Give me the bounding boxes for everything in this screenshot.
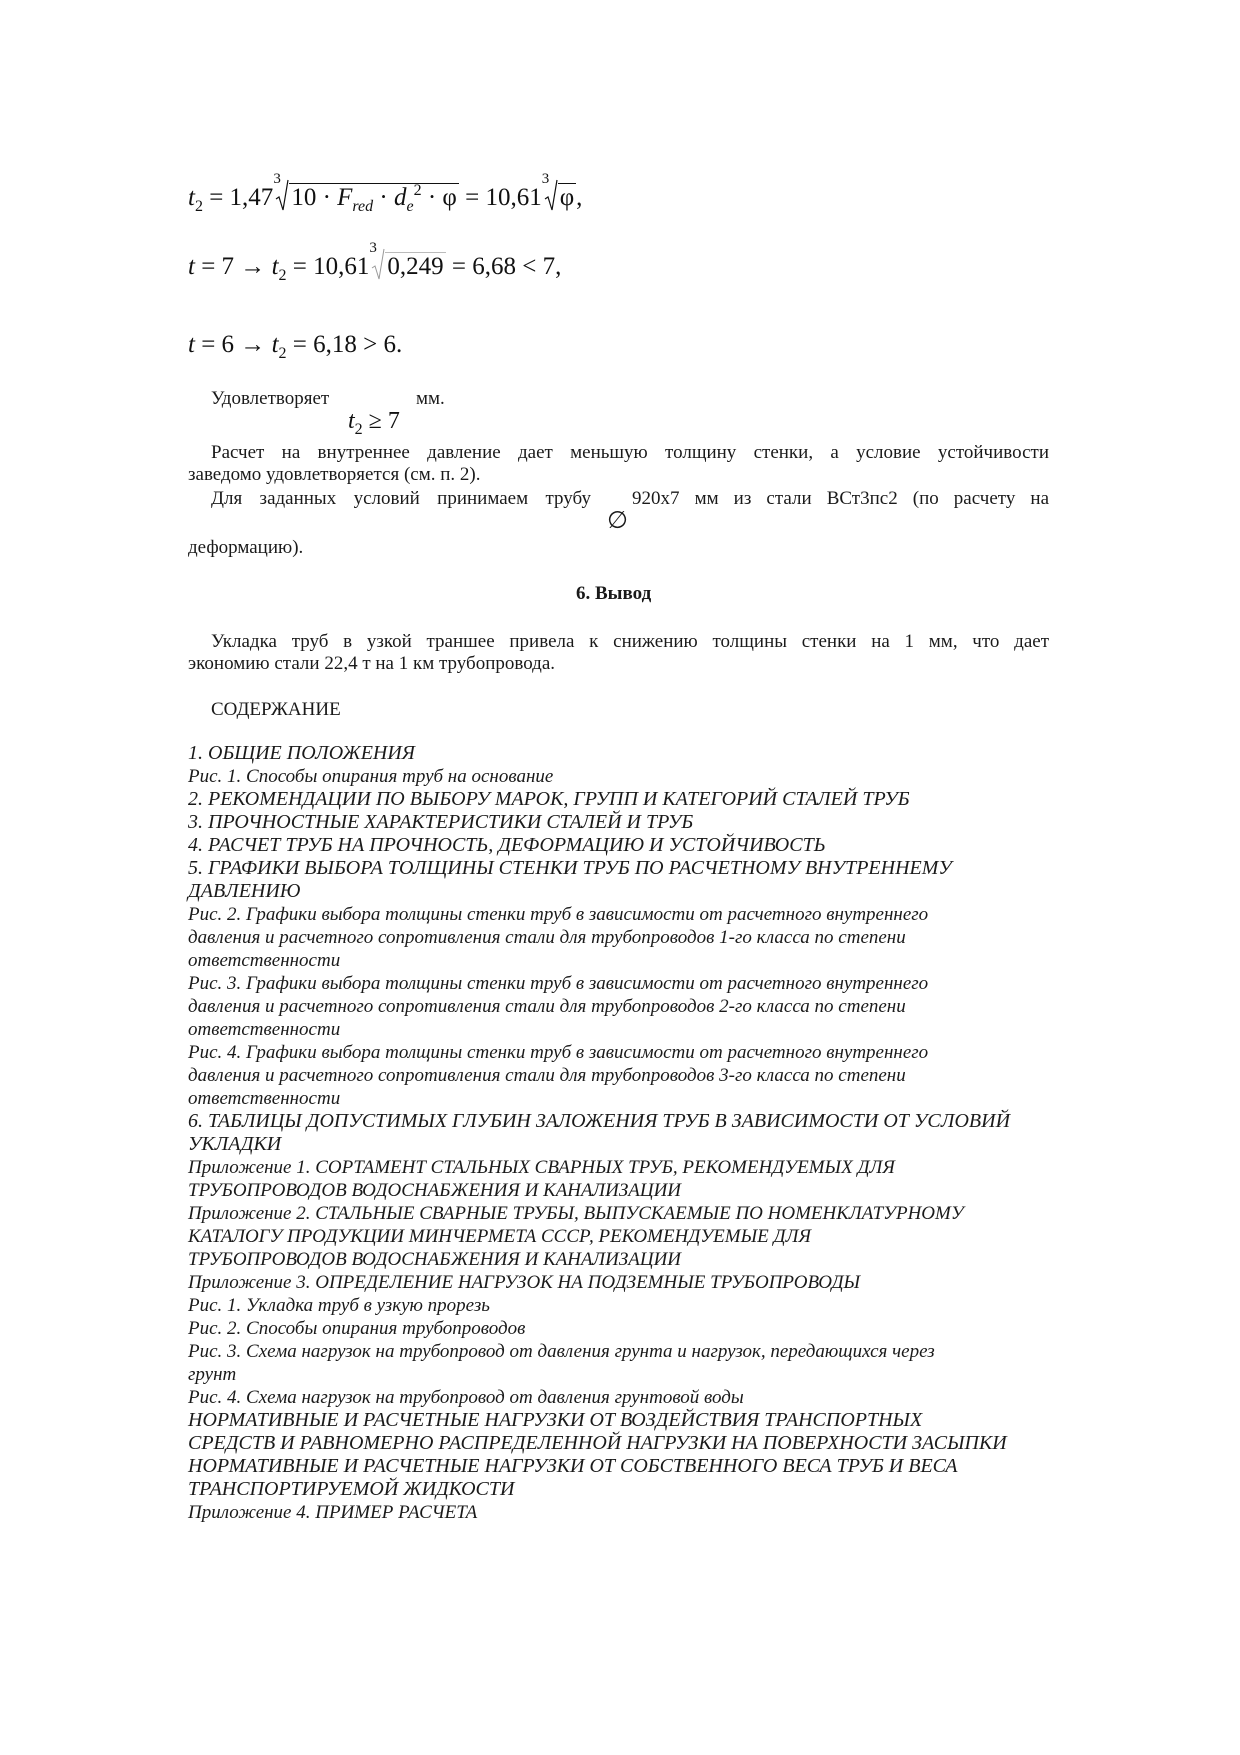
paragraph-internal-pressure-line2: заведомо удовлетворяется (см. п. 2). [188, 464, 481, 485]
diameter-symbol: ∅ [607, 506, 628, 534]
toc-entry: 6. ТАБЛИЦЫ ДОПУСТИМЫХ ГЛУБИН ЗАЛОЖЕНИЯ ТРУБ В ЗАВИСИМОСТИ ОТ УСЛОВИЙ УКЛАДКИ [188, 1110, 1011, 1155]
paragraph-internal-pressure: Расчет на внутреннее давление дает меньшую толщину стенки, а условие устойчивости [211, 442, 1049, 463]
satisfies-label: Удовлетворяет [211, 388, 330, 409]
toc-entry: НОРМАТИВНЫЕ И РАСЧЕТНЫЕ НАГРУЗКИ ОТ СОБСТВЕННОГО ВЕСА ТРУБ И ВЕСА ТРАНСПОРТИРУЕМОЙ ЖИДКОСТИ [188, 1455, 958, 1500]
toc-entry: Рис. 4. Схема нагрузок на трубопровод от давления грунтовой воды [188, 1387, 744, 1408]
toc-entry: Рис. 3. Схема нагрузок на трубопровод от давления грунта и нагрузок, передающихся через грунт [188, 1341, 935, 1385]
toc-entry: Рис. 4. Графики выбора толщины стенки труб в зависимости от расчетного внутреннего давления и расчетного сопротивления стали для трубопроводов 3-го класса по степени ответственности [188, 1042, 929, 1109]
satisfies-condition: $t_2 \ge 7$ [348, 408, 400, 438]
toc-entry: Рис. 2. Графики выбора толщины стенки труб в зависимости от расчетного внутреннего давления и расчетного сопротивления стали для трубопроводов 1-го класса по степени ответственности [188, 904, 929, 971]
paragraph-accept-pipe-b: 920x7 мм из стали ВСт3пс2 (по расчету на [632, 488, 1049, 509]
toc-entry: 1. ОБЩИЕ ПОЛОЖЕНИЯ [188, 742, 415, 764]
paragraph-conclusion: Укладка труб в узкой траншее привела к снижению толщины стенки на 1 мм, что дает [211, 631, 1049, 652]
section-heading-conclusion: 6. Вывод [576, 583, 652, 604]
toc-entry: Рис. 2. Способы опирания трубопроводов [188, 1318, 526, 1339]
toc-entry: НОРМАТИВНЫЕ И РАСЧЕТНЫЕ НАГРУЗКИ ОТ ВОЗДЕЙСТВИЯ ТРАНСПОРТНЫХ СРЕДСТВ И РАВНОМЕРНО РАСПРЕДЕЛЕННОЙ НАГРУЗКИ НА ПОВЕРХНОСТИ ЗАСЫПКИ [188, 1409, 1007, 1454]
toc-entry: Приложение 4. ПРИМЕР РАСЧЕТА [188, 1502, 478, 1523]
contents-heading: СОДЕРЖАНИЕ [211, 699, 341, 720]
toc-entry: Рис. 1. Способы опирания труб на основание [188, 766, 554, 787]
toc-entry: Приложение 1. СОРТАМЕНТ СТАЛЬНЫХ СВАРНЫХ ТРУБ, РЕКОМЕНДУЕМЫХ ДЛЯ ТРУБОПРОВОДОВ ВОДОСНАБЖЕНИЯ И КАНАЛИЗАЦИИ [188, 1157, 895, 1201]
formula-t-equals-7: $t = 7 \to t_2 = 10,61$ 3 0,249 = 6,68 < 7, [188, 240, 562, 284]
toc-entry: Приложение 3. ОПРЕДЕЛЕНИЕ НАГРУЗОК НА ПОДЗЕМНЫЕ ТРУБОПРОВОДЫ [188, 1272, 861, 1293]
toc-entry: 2. РЕКОМЕНДАЦИИ ПО ВЫБОРУ МАРОК, ГРУПП И КАТЕГОРИЙ СТАЛЕЙ ТРУБ [188, 788, 910, 810]
toc-entry: Рис. 1. Укладка труб в узкую прорезь [188, 1295, 490, 1316]
paragraph-accept-pipe-a: Для заданных условий принимаем трубу [211, 488, 591, 509]
paragraph-conclusion-line2: экономию стали 22,4 т на 1 км трубопровода. [188, 653, 556, 674]
paragraph-accept-pipe-line2: деформацию). [188, 537, 304, 558]
formula-t-equals-6: $t = 6 \to t_2 = 6,18 > 6$. [188, 331, 403, 362]
toc-entry: 5. ГРАФИКИ ВЫБОРА ТОЛЩИНЫ СТЕНКИ ТРУБ ПО РАСЧЕТНОМУ ВНУТРЕННЕМУ ДАВЛЕНИЮ [188, 857, 952, 902]
toc-entry: 3. ПРОЧНОСТНЫЕ ХАРАКТЕРИСТИКИ СТАЛЕЙ И ТРУБ [188, 811, 694, 833]
formula-t2-general: $t_2 = 1,47$ 3 $10 \cdot F_{red} \cdot d_e^2 \cdot \varphi = 10,61$ 3 φ, [188, 171, 583, 215]
toc-entry: Рис. 3. Графики выбора толщины стенки труб в зависимости от расчетного внутреннего давления и расчетного сопротивления стали для трубопроводов 2-го класса по степени ответственности [188, 973, 929, 1040]
toc-entry: 4. РАСЧЕТ ТРУБ НА ПРОЧНОСТЬ, ДЕФОРМАЦИЮ И УСТОЙЧИВОСТЬ [188, 834, 826, 856]
satisfies-unit: мм. [416, 388, 445, 409]
toc-entry: Приложение 2. СТАЛЬНЫЕ СВАРНЫЕ ТРУБЫ, ВЫПУСКАЕМЫЕ ПО НОМЕНКЛАТУРНОМУ КАТАЛОГУ ПРОДУКЦИИ МИНЧЕРМЕТА СССР, РЕКОМЕНДУЕМЫЕ ДЛЯ ТРУБОПРОВОДОВ ВОДОСНАБЖЕНИЯ И КАНАЛИЗАЦИИ [188, 1203, 964, 1270]
table-of-contents [188, 742, 1048, 1524]
